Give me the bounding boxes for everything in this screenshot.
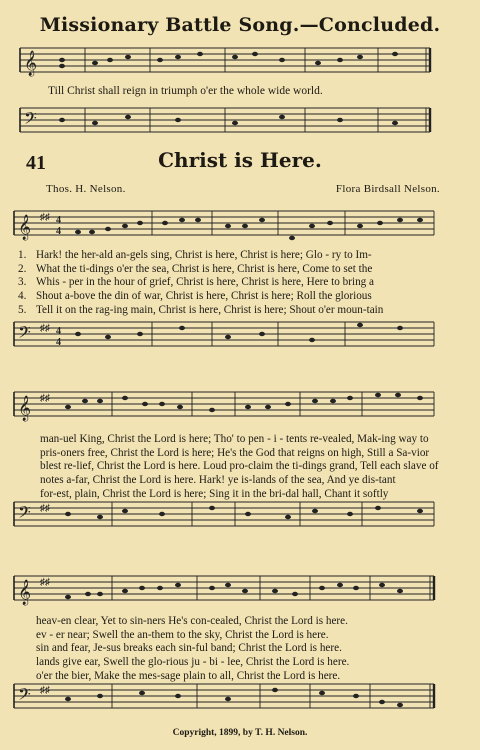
lyric-line: blest re-lief, Christ the Lord is here. Loud pro-claim the ti-dings grand, Tell each slave of xyxy=(40,460,439,473)
lyric-line: Shout a-bove the din of war, Christ is here, Christ is here; Roll the glorious xyxy=(36,290,372,303)
lyric-line: for-est, plain, Christ the Lord is here; Sing it in the bri-dal hall, Chant it softly xyxy=(40,487,389,500)
lyric-line: lands give ear, Swell the glo-rious ju - bi - lee, Christ the Lord is here. xyxy=(36,656,350,669)
svg-text:𝄞: 𝄞 xyxy=(24,51,38,76)
lyric-line: Whis - per in the hour of grief, Christ is here, Christ is here, Here to bring a xyxy=(36,276,375,289)
svg-text:𝄢: 𝄢 xyxy=(18,684,31,708)
music-credit: Flora Birdsall Nelson. xyxy=(335,183,440,195)
svg-text:𝄞: 𝄞 xyxy=(18,396,32,421)
svg-text:♯♯: ♯♯ xyxy=(40,393,50,404)
system3-bass-staff xyxy=(0,678,480,724)
lyric-line: heav-en clear, Yet to sin-ners He's con-cealed, Christ the Lord is here. xyxy=(36,615,348,627)
system3-treble-staff xyxy=(0,568,480,614)
lyric-line: Tell it on the rag-ing main, Christ is here, Christ is here; Shout o'er moun-tain xyxy=(36,303,384,316)
svg-text:4: 4 xyxy=(56,226,61,237)
prev-song-bass-staff xyxy=(0,100,480,144)
system2-lyrics xyxy=(40,433,439,502)
lyric-line: notes a-far, Christ the Lord is here. Hark! ye is-lands of the sea, And ye dis-tant xyxy=(40,474,396,487)
svg-text:𝄢: 𝄢 xyxy=(24,108,37,132)
page-header-title: Missionary Battle Song.—Concluded. xyxy=(39,14,441,36)
lyric-line: pris-oners free, Christ the Lord is here; He's the God that reigns on high, Still a Sa-vior xyxy=(40,446,430,459)
lyric-line: o'er the bier, Make the mes-sage plain to all, Christ the Lord is here. xyxy=(36,669,341,682)
svg-text:4: 4 xyxy=(56,326,61,337)
svg-text:♯♯: ♯♯ xyxy=(40,503,50,514)
svg-text:𝄞: 𝄞 xyxy=(18,215,32,240)
svg-text:𝄞: 𝄞 xyxy=(18,580,32,605)
prev-song-treble-staff xyxy=(0,40,480,82)
svg-text:♯♯: ♯♯ xyxy=(40,577,50,588)
hymn-number: 41 xyxy=(26,152,46,174)
system2-treble-staff xyxy=(0,384,480,430)
hymn-title: Christ is Here. xyxy=(158,148,322,172)
system3-lyrics xyxy=(36,615,349,684)
lyric-line: ev - er near; Swell the an-them to the sky, Christ the Lord is here. xyxy=(36,628,329,641)
lyric-line: man-uel King, Christ the Lord is here; Tho' to pen - i - tents re-vealed, Mak-ing way to xyxy=(40,433,429,445)
svg-text:♯♯: ♯♯ xyxy=(40,685,50,696)
system1-bass-staff xyxy=(0,316,480,362)
svg-text:♯♯: ♯♯ xyxy=(40,212,50,223)
svg-text:4: 4 xyxy=(56,215,61,226)
svg-text:𝄢: 𝄢 xyxy=(18,322,31,346)
system1-treble-staff xyxy=(0,205,480,249)
svg-text:♯♯: ♯♯ xyxy=(40,323,50,334)
words-credit: Thos. H. Nelson. xyxy=(46,183,126,195)
copyright-notice: Copyright, 1899, by T. H. Nelson. xyxy=(172,728,308,738)
svg-text:4: 4 xyxy=(56,337,61,348)
lyric-line: Hark! the her-ald an-gels sing, Christ is here, Christ is here; Glo - ry to Im- xyxy=(36,249,372,261)
system2-bass-staff xyxy=(0,496,480,542)
verse-numbers: 1. 2. 3. 4. 5. xyxy=(18,249,27,316)
lyric-line: What the ti-dings o'er the sea, Christ is here, Christ is here, Come to set the xyxy=(36,262,373,275)
svg-text:𝄢: 𝄢 xyxy=(18,502,31,526)
prev-song-lyric: Till Christ shall reign in triumph o'er the whole wide world. xyxy=(48,85,323,97)
lyric-line: sin and fear, Je-sus breaks each sin-ful band; Christ the Lord is here. xyxy=(36,642,342,655)
system1-lyrics xyxy=(36,249,383,318)
